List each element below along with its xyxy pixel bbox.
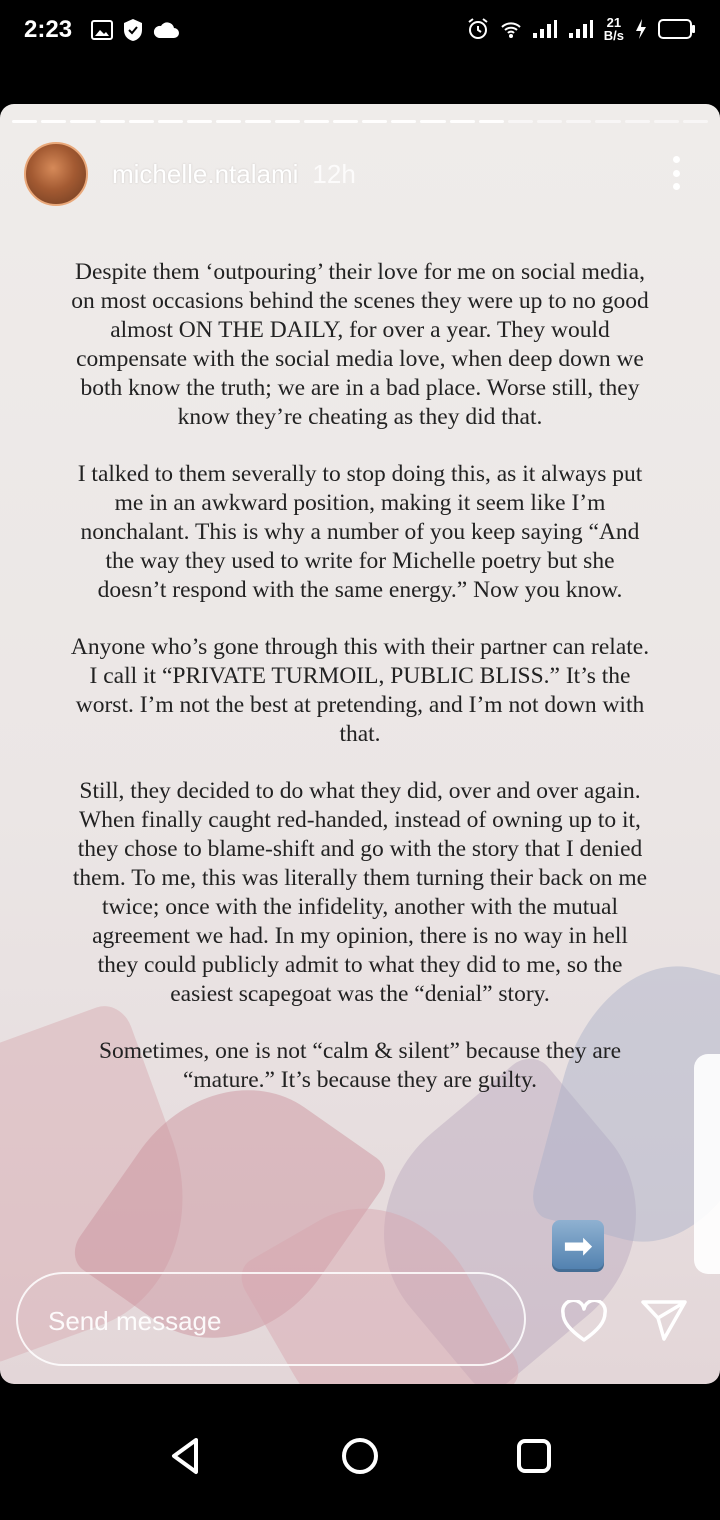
story-progress-segment [479,120,504,123]
story-progress-segment [683,120,708,123]
send-message-field[interactable] [16,1272,526,1366]
send-direct-icon[interactable] [640,1298,688,1342]
network-speed-value: 21 [606,15,622,30]
right-arrow-emoji-icon: ➡ [552,1220,604,1272]
story-progress-segment [41,120,66,123]
network-speed [604,16,624,42]
story-header [24,142,356,206]
story-progress-segment [216,120,241,123]
story-paragraph: Sometimes, one is not “calm & silent” because they are “mature.” It’s because they are guilty. [98,1038,622,1093]
story-progress-segment [537,120,562,123]
story-progress-segment [187,120,212,123]
clock: 2:23 [24,16,73,43]
story-progress-segment [654,120,679,123]
story-progress-segment [245,120,270,123]
story-progress-bar [12,120,708,123]
wifi-icon [500,19,522,39]
story-progress-segment [362,120,387,123]
story-progress-segment [450,120,475,123]
signal-icon [568,19,594,39]
battery-icon [658,18,696,40]
shield-icon [122,18,144,42]
image-icon [90,18,114,42]
story-progress-segment [508,120,533,123]
story-progress-segment [391,120,416,123]
story-age: 12h [312,158,356,189]
story-paragraph: Despite them ‘outpouring’ their love for me on social media, on most occasions behind the scenes they were up to no good almost ON THE DAILY, for over a year. They would compensate with the social media love, when deep down we both know the truth; we are in a bad place. Worse still, they know they’re cheating as they did that. [71,259,649,430]
signal-icon [532,19,558,39]
story-progress-segment [420,120,445,123]
charging-icon [634,18,648,40]
cloud-icon [152,20,180,40]
story-paragraph: I talked to them severally to stop doing this, as it always put me in an awkward position, making it seem like I’m nonchalant. This is why a number of you keep saying “And the way they used to write for Michelle poetry but she doesn’t respond with the same energy.” Now you know. [77,461,643,603]
story-progress-segment [333,120,358,123]
story-progress-segment [70,120,95,123]
story-progress-segment [595,120,620,123]
story-progress-segment [275,120,300,123]
network-speed-unit: B/s [603,28,624,43]
story-progress-segment [12,120,37,123]
story-progress-segment [129,120,154,123]
more-options-icon[interactable] [672,156,680,190]
story-progress-segment [566,120,591,123]
home-icon[interactable] [336,1432,384,1480]
system-navigation-bar [0,1384,720,1520]
send-message-input[interactable] [46,1300,490,1342]
recent-apps-icon[interactable] [510,1432,558,1480]
status-bar [0,0,720,64]
story-progress-segment [625,120,650,123]
story-progress-segment [158,120,183,123]
side-panel-handle[interactable] [694,1054,720,1274]
story-progress-segment [304,120,329,123]
story-view[interactable] [0,104,720,1384]
username[interactable]: michelle.ntalami [112,158,299,189]
heart-icon[interactable] [560,1300,608,1344]
story-paragraph: Still, they decided to do what they did, over and over again. When finally caught red-handed, instead of owning up to it, they chose to blame-shift and go with the story that I denied them. To me, this was literally them turning their back on me twice; once with the infidelity, another with the mutual agreement we had. In my opinion, there is no way in hell they could publicly admit to what they did to me, so the easiest scapegoat was the “denial” story. [72,778,648,1007]
story-progress-segment [100,120,125,123]
story-paragraph: Anyone who’s gone through this with their partner can relate. I call it “PRIVATE TURMOIL, PUBLIC BLISS.” It’s the worst. I’m not the best at pretending, and I’m not down with that. [70,634,650,747]
back-icon[interactable] [162,1432,210,1480]
alarm-icon [466,17,490,41]
story-text [70,258,650,1123]
avatar[interactable] [24,142,88,206]
